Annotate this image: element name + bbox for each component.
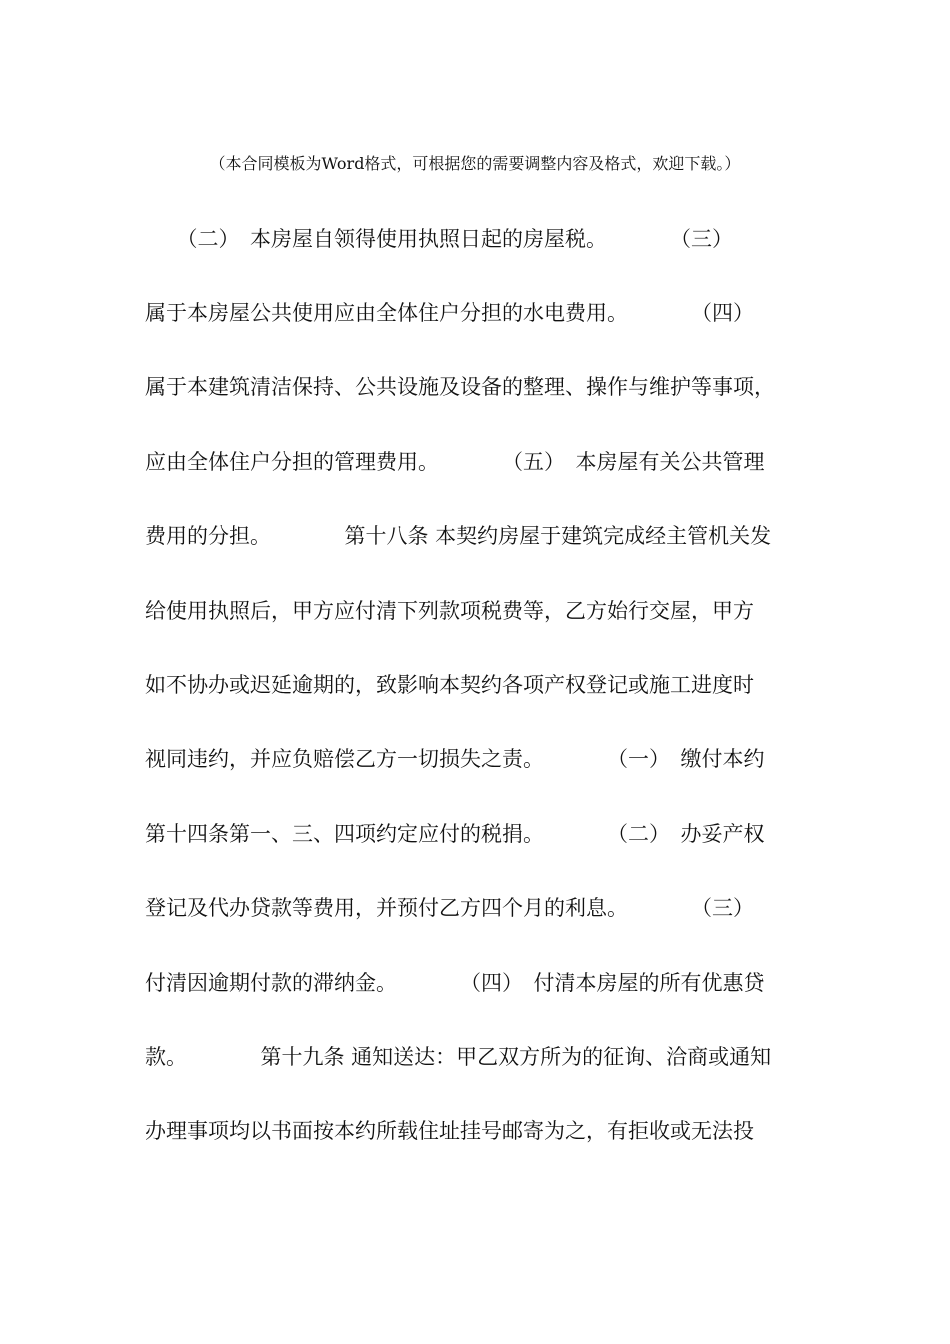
body-line-1: （二） 本房屋自领得使用执照日起的房屋税。 （三） bbox=[145, 227, 733, 251]
body-line-8: 视同违约，并应负赔偿乙方一切损失之责。 （一） 缴付本约 bbox=[145, 747, 765, 771]
body-line-9: 第十四条第一、三、四项约定应付的税捐。 （二） 办妥产权 bbox=[145, 822, 765, 846]
body-line-13: 办理事项均以书面按本约所载住址挂号邮寄为之，有拒收或无法投 bbox=[145, 1119, 754, 1143]
body-line-3: 属于本建筑清洁保持、公共设施及设备的整理、操作与维护等事项， bbox=[145, 375, 775, 399]
body-line-11: 付清因逾期付款的滞纳金。 （四） 付清本房屋的所有优惠贷 bbox=[145, 971, 765, 995]
body-line-5: 费用的分担。 第十八条 本契约房屋于建筑完成经主管机关发 bbox=[145, 524, 772, 548]
body-line-6: 给使用执照后，甲方应付清下列款项税费等，乙方始行交屋，甲方 bbox=[145, 599, 754, 623]
body-line-10: 登记及代办贷款等费用，并预付乙方四个月的利息。 （三） bbox=[145, 896, 754, 920]
template-header-note: （本合同模板为Word格式，可根据您的需要调整内容及格式，欢迎下载。） bbox=[209, 154, 741, 173]
body-line-7: 如不协办或迟延逾期的，致影响本契约各项产权登记或施工进度时 bbox=[145, 673, 754, 697]
body-line-4: 应由全体住户分担的管理费用。 （五） 本房屋有关公共管理 bbox=[145, 450, 765, 474]
body-line-12: 款。 第十九条 通知送达：甲乙双方所为的征询、洽商或通知 bbox=[145, 1045, 772, 1069]
body-line-2: 属于本房屋公共使用应由全体住户分担的水电费用。 （四） bbox=[145, 301, 754, 325]
